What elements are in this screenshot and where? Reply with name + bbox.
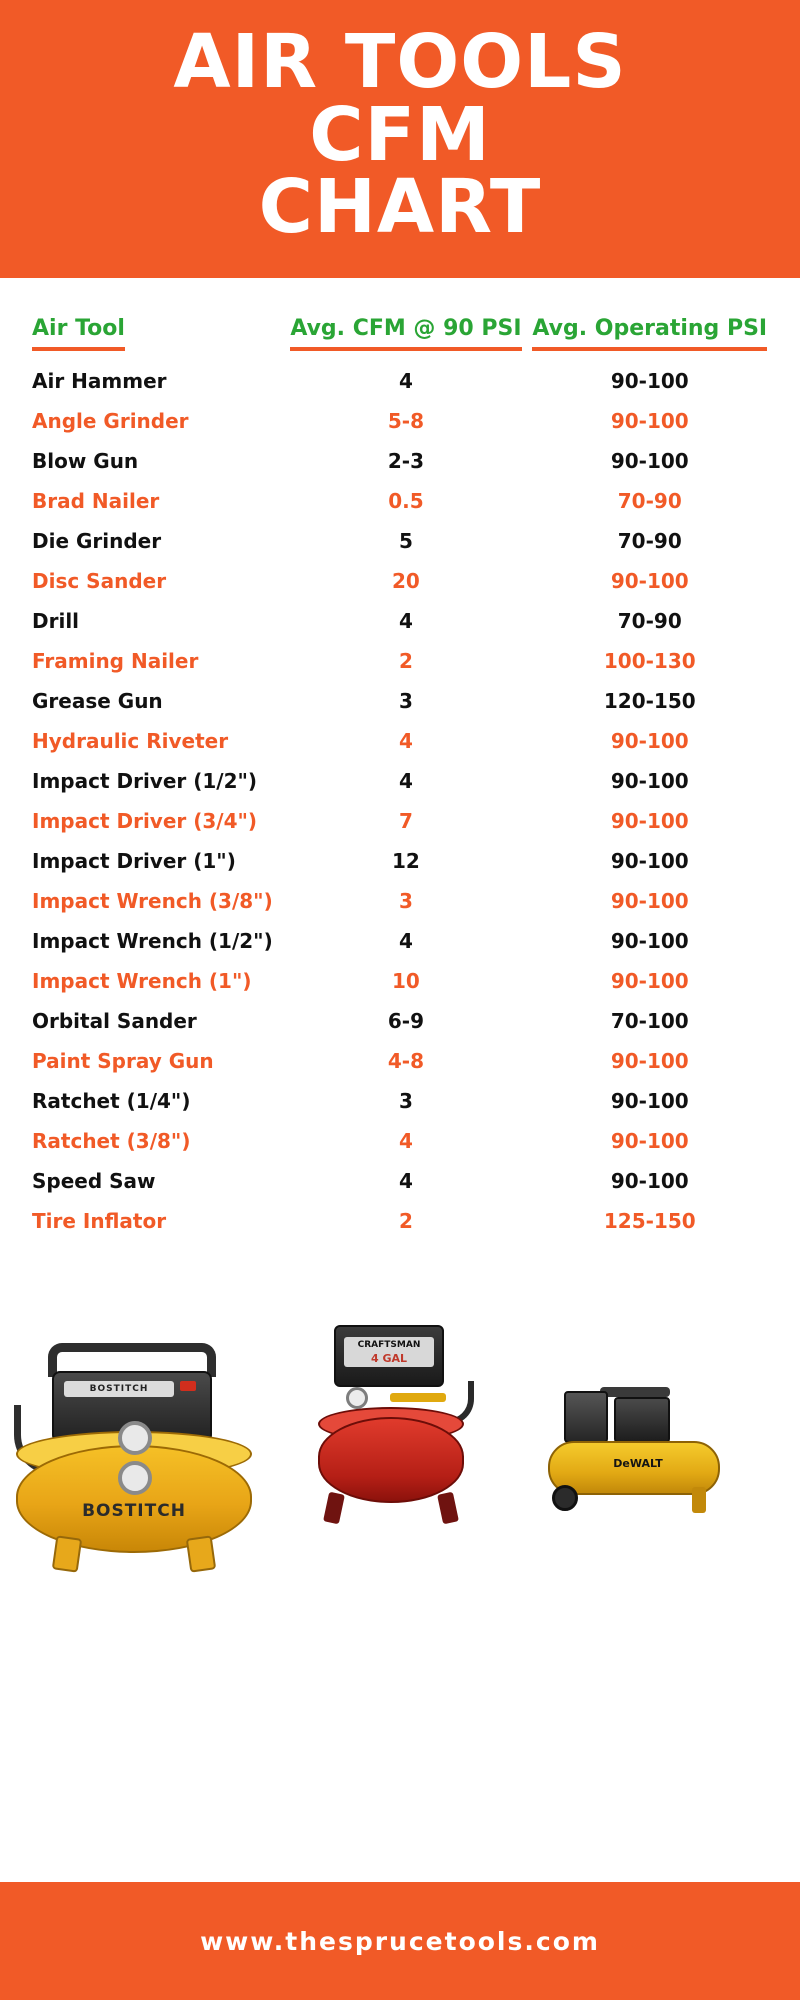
cell-psi: 90-100	[610, 968, 689, 993]
tank-foot	[52, 1535, 82, 1572]
brand-name: CRAFTSMAN	[357, 1339, 421, 1350]
cell-tool: Tire Inflator	[32, 1208, 167, 1233]
column-header-psi: Avg. Operating PSI	[522, 316, 778, 361]
cell-tool: Framing Nailer	[32, 648, 199, 673]
cell-tool: Grease Gun	[32, 688, 163, 713]
cell-cfm: 10	[392, 968, 420, 993]
cell-cfm: 0.5	[388, 488, 424, 513]
cell-cfm: 4	[398, 768, 413, 793]
table-head	[22, 316, 778, 361]
cell-cfm: 4	[398, 928, 413, 953]
table-row	[22, 641, 778, 681]
tank-body	[318, 1417, 464, 1503]
title-line-2: CFM	[309, 91, 491, 178]
brand-label	[344, 1337, 434, 1367]
tank-capacity-label: 4 GAL	[370, 1351, 408, 1365]
cell-cfm: 5	[398, 528, 413, 553]
column-header-cfm: Avg. CFM @ 90 PSI	[290, 316, 521, 361]
cell-tool: Impact Driver (1/2")	[32, 768, 258, 793]
website-url[interactable]: www.thesprucetools.com	[200, 1926, 600, 1956]
cell-tool: Hydraulic Riveter	[32, 728, 229, 753]
cell-tool: Drill	[32, 608, 80, 633]
cell-psi: 120-150	[603, 688, 696, 713]
brand-label: BOSTITCH	[82, 1500, 186, 1521]
table-row	[22, 601, 778, 641]
cell-psi: 90-100	[610, 408, 689, 433]
table-row	[22, 961, 778, 1001]
footer-banner	[0, 1882, 800, 2000]
cell-psi: 90-100	[610, 768, 689, 793]
craftsman-compressor-image	[300, 1325, 480, 1575]
table-row	[22, 561, 778, 601]
cell-cfm: 4	[398, 368, 413, 393]
cell-psi: 90-100	[610, 888, 689, 913]
cell-cfm: 7	[398, 808, 413, 833]
table-row	[22, 1041, 778, 1081]
cell-psi: 90-100	[610, 568, 689, 593]
dewalt-compressor-image	[540, 1367, 730, 1557]
table-row	[22, 1081, 778, 1121]
cell-cfm: 4	[398, 608, 413, 633]
cell-tool: Speed Saw	[32, 1168, 156, 1193]
table-row	[22, 1121, 778, 1161]
cell-cfm: 2	[398, 1208, 413, 1233]
cell-psi: 90-100	[610, 448, 689, 473]
cell-cfm: 4-8	[387, 1048, 424, 1073]
table-row	[22, 481, 778, 521]
cell-tool: Impact Wrench (1")	[32, 968, 252, 993]
cfm-table	[22, 316, 778, 1241]
cell-cfm: 5-8	[387, 408, 424, 433]
table-header-row	[22, 316, 778, 361]
cell-cfm: 12	[392, 848, 420, 873]
cell-cfm: 20	[392, 568, 420, 593]
column-header-air-tool: Air Tool	[22, 316, 290, 361]
brand-label: DeWALT	[613, 1456, 663, 1470]
cell-psi: 90-100	[610, 928, 689, 953]
table-row	[22, 761, 778, 801]
table-row	[22, 1201, 778, 1241]
cell-cfm: 3	[398, 888, 413, 913]
cell-cfm: 3	[398, 1088, 413, 1113]
compressor-nozzle	[390, 1393, 446, 1402]
cell-tool: Brad Nailer	[32, 488, 160, 513]
cell-tool: Die Grinder	[32, 528, 162, 553]
table-row	[22, 401, 778, 441]
cell-cfm: 6-9	[387, 1008, 424, 1033]
tank-foot	[692, 1487, 706, 1513]
tank-foot	[323, 1491, 345, 1524]
cell-psi: 70-100	[610, 1008, 689, 1033]
cell-psi: 125-150	[603, 1208, 696, 1233]
cell-cfm: 2	[398, 648, 413, 673]
table-row	[22, 441, 778, 481]
table-row	[22, 521, 778, 561]
cell-psi: 90-100	[610, 1088, 689, 1113]
compressor-pipe	[600, 1387, 670, 1397]
title-line-3: CHART	[258, 164, 542, 251]
compressor-images	[0, 1267, 800, 1597]
table-row	[22, 881, 778, 921]
cell-tool: Ratchet (3/8")	[32, 1128, 191, 1153]
cell-psi: 70-90	[617, 488, 682, 513]
pressure-gauge-icon	[346, 1387, 368, 1409]
table-row	[22, 801, 778, 841]
cell-psi: 90-100	[610, 728, 689, 753]
cell-cfm: 3	[398, 688, 413, 713]
cell-tool: Orbital Sander	[32, 1008, 197, 1033]
compressor-pump	[564, 1391, 608, 1443]
cell-tool: Angle Grinder	[32, 408, 189, 433]
cell-tool: Impact Wrench (1/2")	[32, 928, 273, 953]
cell-psi: 100-130	[603, 648, 696, 673]
table-row	[22, 361, 778, 401]
table-row	[22, 1001, 778, 1041]
table-body	[22, 361, 778, 1241]
table-row	[22, 921, 778, 961]
cell-tool: Impact Driver (3/4")	[32, 808, 258, 833]
cell-psi: 90-100	[610, 368, 689, 393]
table-row	[22, 1161, 778, 1201]
title-line-1: AIR TOOLS	[173, 19, 627, 105]
cell-psi: 70-90	[617, 608, 682, 633]
pressure-gauge-icon	[118, 1461, 152, 1495]
compressor-label-strip: BOSTITCH	[64, 1381, 174, 1397]
cell-tool: Paint Spray Gun	[32, 1048, 214, 1073]
header-banner	[0, 0, 800, 278]
cell-psi: 90-100	[610, 808, 689, 833]
bostitch-pancake-compressor-image	[10, 1285, 260, 1585]
tank-foot	[437, 1491, 459, 1524]
cell-tool: Impact Driver (1")	[32, 848, 236, 873]
table-row	[22, 721, 778, 761]
cell-cfm: 2-3	[387, 448, 424, 473]
cfm-table-wrapper	[0, 278, 800, 1241]
page-title	[0, 19, 800, 251]
table-row	[22, 681, 778, 721]
cell-psi: 90-100	[610, 848, 689, 873]
compressor-motor	[614, 1397, 670, 1443]
tank-wheel	[552, 1485, 578, 1511]
cell-cfm: 4	[398, 1128, 413, 1153]
cell-psi: 90-100	[610, 1168, 689, 1193]
cell-tool: Impact Wrench (3/8")	[32, 888, 273, 913]
cell-tool: Disc Sander	[32, 568, 167, 593]
cell-cfm: 4	[398, 728, 413, 753]
cell-tool: Blow Gun	[32, 448, 139, 473]
pressure-gauge-icon	[118, 1421, 152, 1455]
cell-tool: Air Hammer	[32, 368, 167, 393]
cell-tool: Ratchet (1/4")	[32, 1088, 191, 1113]
cell-psi: 90-100	[610, 1048, 689, 1073]
cell-psi: 90-100	[610, 1128, 689, 1153]
cell-psi: 70-90	[617, 528, 682, 553]
tank-foot	[186, 1535, 216, 1572]
power-button-icon	[180, 1381, 196, 1391]
table-row	[22, 841, 778, 881]
cell-cfm: 4	[398, 1168, 413, 1193]
